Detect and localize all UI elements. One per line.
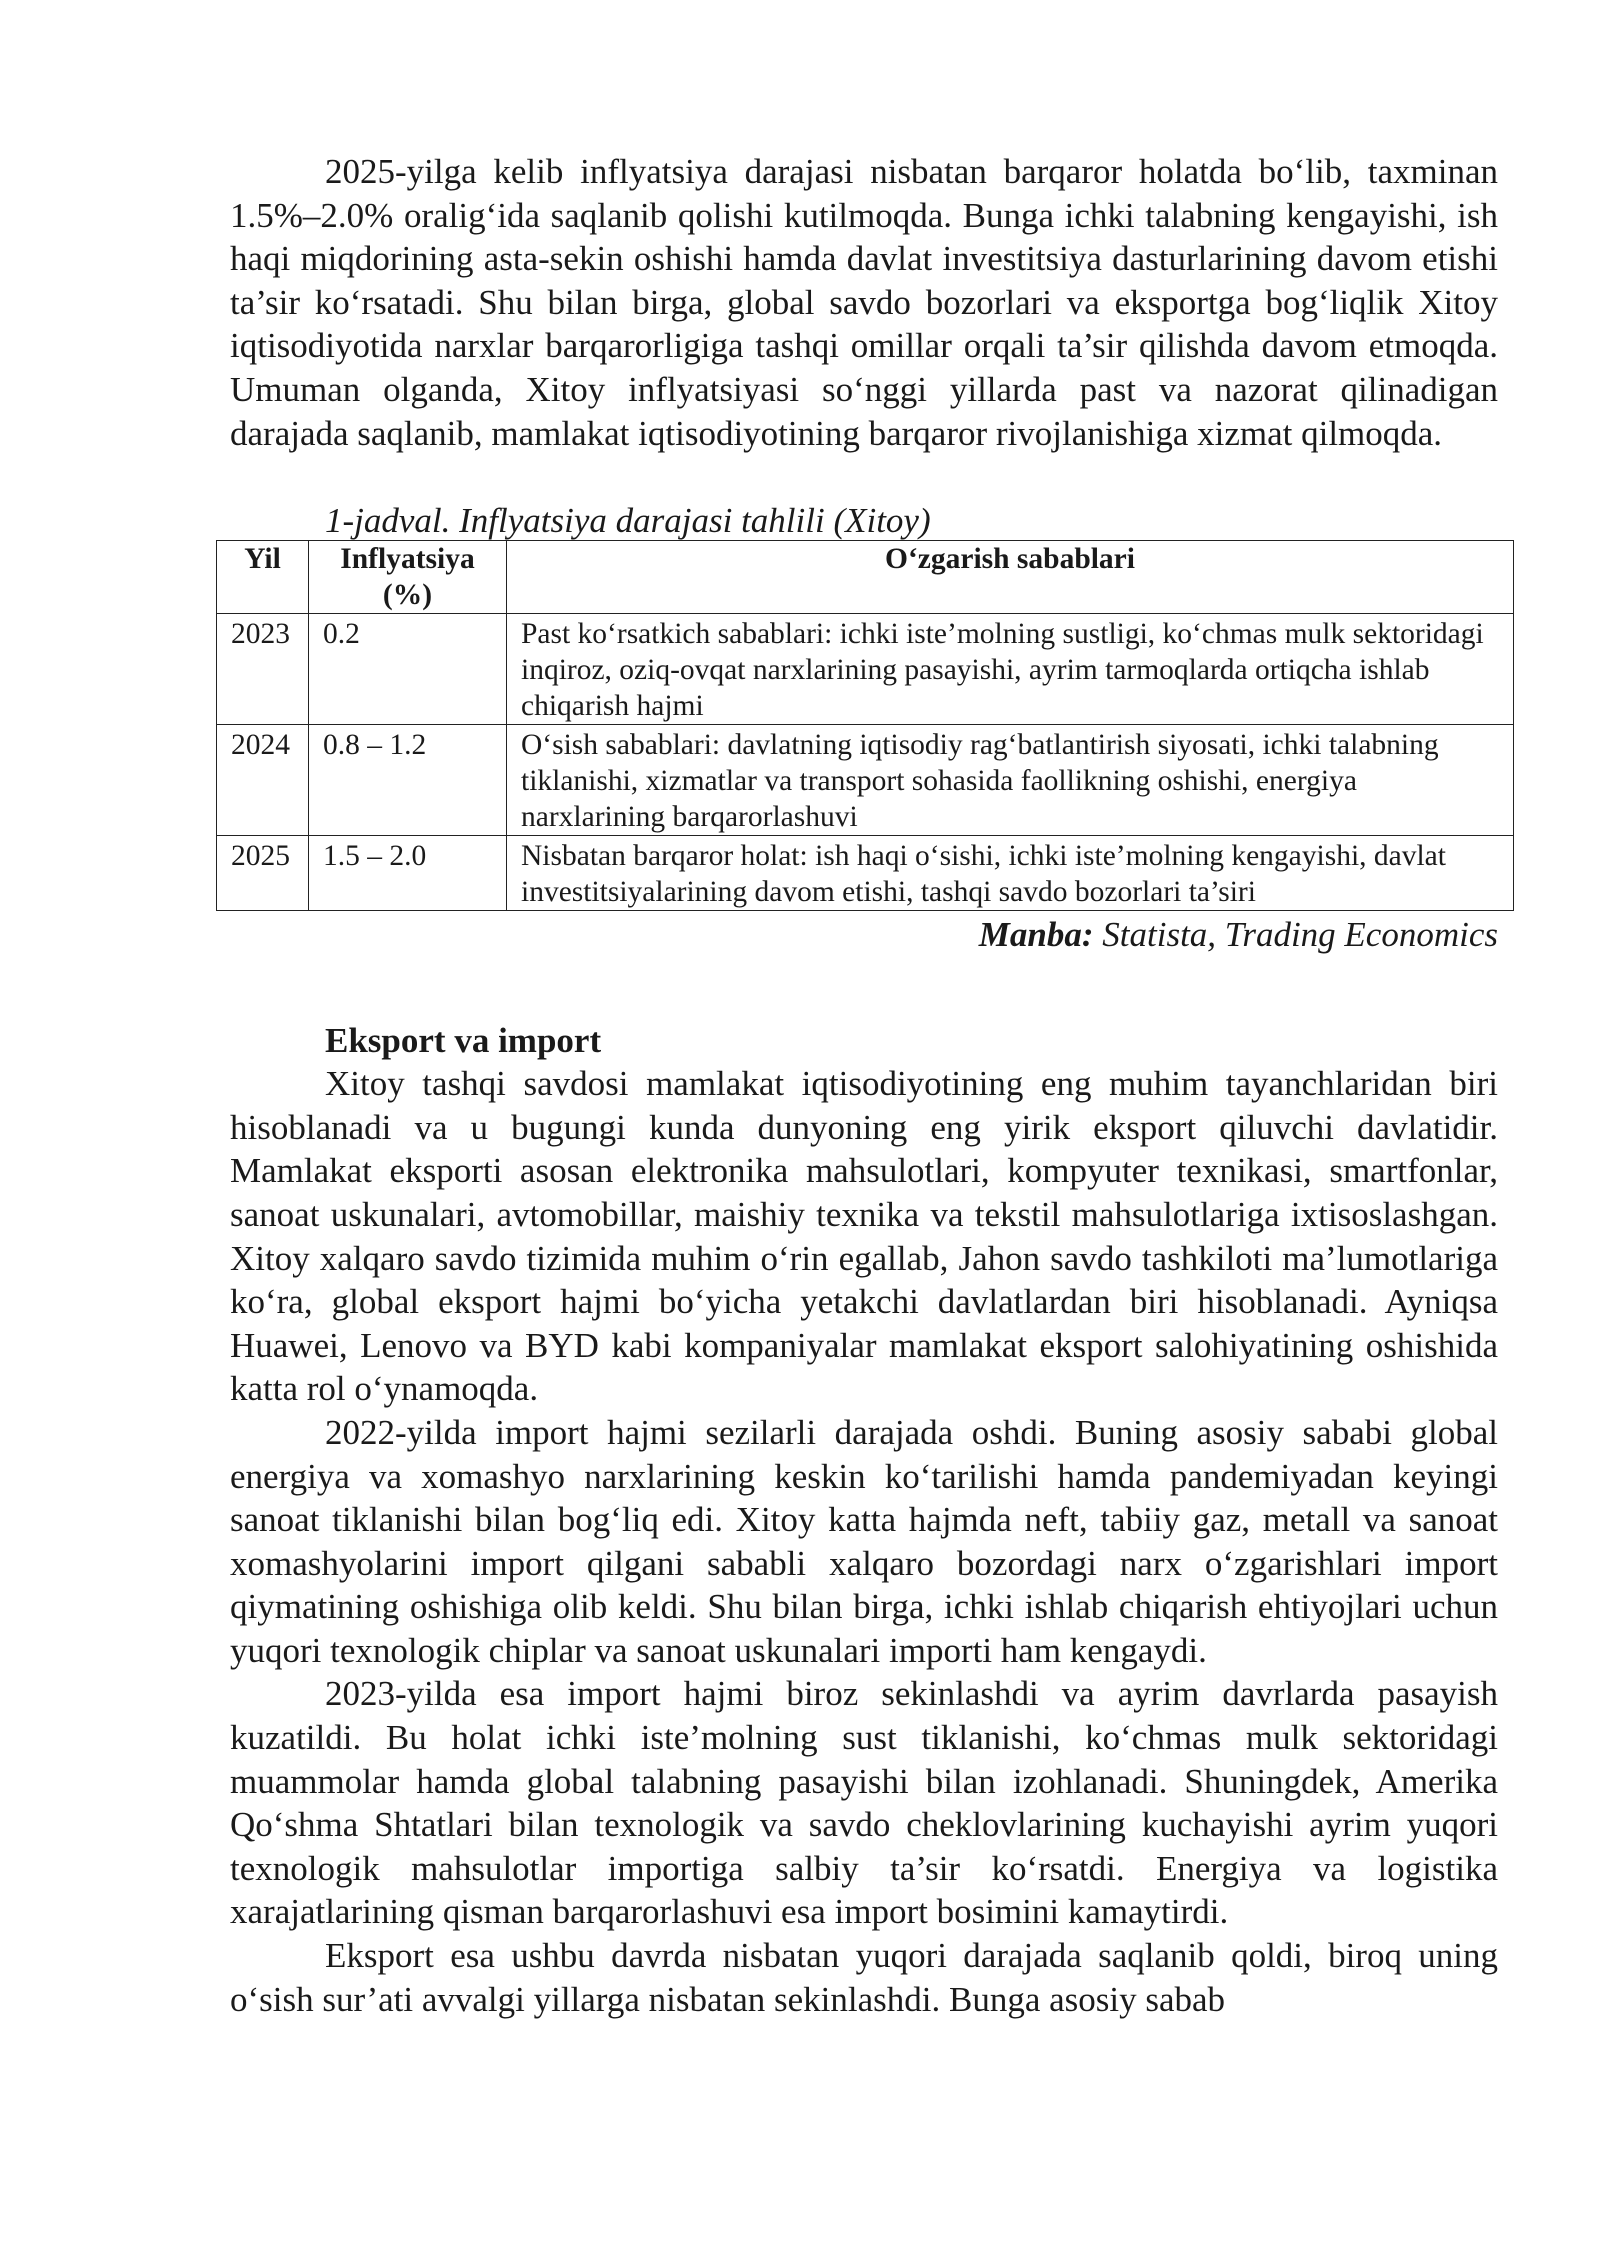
header-year: Yil — [217, 541, 309, 614]
table-row — [217, 614, 1514, 725]
cell-year: 2023 — [217, 614, 309, 725]
paragraph-exports-growth: Eksport esa ushbu davrda nisbatan yuqori darajada saqlanib qoldi, biroq uning o‘sish sur’ati avvalgi yillarga nisbatan sekinlashdi. Bunga asosiy sabab — [230, 1936, 1498, 2019]
table-source — [230, 911, 1498, 959]
cell-year: 2024 — [217, 725, 309, 836]
cell-reasons: O‘sish sabablari: davlatning iqtisodiy rag‘batlantirish siyosati, ichki talabning tiklanishi, xizmatlar va transport sohasida faollikning oshishi, energiya narxlarining barqarorlashuvi — [507, 725, 1514, 836]
paragraph-exports: Xitoy tashqi savdosi mamlakat iqtisodiyotining eng muhim tayanchlaridan biri hisoblanadi va u bugungi kunda dunyoning eng yirik eksport qiluvchi davlatidir. Mamlakat eksporti asosan elektronika mahsulotlari, kompyuter texnikasi, smartfonlar, sanoat uskunalari, avtomobillar, maishiy texnika va tekstil mahsulotlariga ixtisoslashgan. Xitoy xalqaro savdo tizimida muhim o‘rin egallab, Jahon savdo tashkiloti ma’lumotlariga ko‘ra, global eksport hajmi bo‘yicha yetakchi davlatlardan biri hisoblanadi. Ayniqsa Huawei, Lenovo va BYD kabi kompaniyalar mamlakat eksport salohiyatining oshishida katta rol o‘ynamoqda. — [230, 1064, 1498, 1409]
section-heading: Eksport va import — [325, 1021, 602, 1061]
inflation-table — [216, 540, 1514, 911]
table-row — [217, 836, 1514, 911]
table-caption: 1-jadval. Inflyatsiya darajasi tahlili (Xitoy) — [325, 501, 931, 541]
paragraph-inflation-2025: 2025-yilga kelib inflyatsiya darajasi nisbatan barqaror holatda bo‘lib, taxminan 1.5%–2.0% oralig‘ida saqlanib qolishi kutilmoqda. Bunga ichki talabning kengayishi, ish haqi miqdorining asta-sekin oshishi hamda davlat investitsiya dasturlarining davom etishi ta’sir ko‘rsatadi. Shu bilan birga, global savdo bozorlari va eksportga bog‘liqlik Xitoy iqtisodiyotida narxlar barqarorligiga tashqi omillar orqali ta’sir qilishda davom etmoqda. Umuman olganda, Xitoy inflyatsiyasi so‘nggi yillarda past va nazorat qilinadigan darajada saqlanib, mamlakat iqtisodiyotining barqaror rivojlanishiga xizmat qilmoqda. — [230, 152, 1498, 453]
cell-inflation: 1.5 – 2.0 — [309, 836, 507, 911]
source-text: Statista, Trading Economics — [1093, 915, 1498, 955]
document-page — [230, 150, 1498, 2021]
header-reasons: O‘zgarish sabablari — [507, 541, 1514, 614]
cell-inflation: 0.2 — [309, 614, 507, 725]
paragraph-imports-2022: 2022-yilda import hajmi sezilarli darajada oshdi. Buning asosiy sababi global energiya va xomashyo narxlarining keskin ko‘tarilishi hamda pandemiyadan keyingi sanoat tiklanishi bilan bog‘liq edi. Xitoy katta hajmda neft, tabiiy gaz, metall va sanoat xomashyolarini import qilgani sababli xalqaro bozordagi narx o‘zgarishlari import qiymatining oshishiga olib keldi. Shu bilan birga, ichki ishlab chiqarish ehtiyojlari uchun yuqori texnologik chiplar va sanoat uskunalari importi ham kengaydi. — [230, 1412, 1498, 1670]
paragraph-imports-2023: 2023-yilda esa import hajmi biroz sekinlashdi va ayrim davrlarda pasayish kuzatildi. Bu holat ichki iste’molning sust tiklanishi, ko‘chmas mulk sektoridagi muammolar hamda global talabning pasayishi bilan izohlanadi. Shuningdek, Amerika Qo‘shma Shtatlari bilan texnologik va savdo cheklovlarining kuchayishi ayrim yuqori texnologik mahsulotlar importiga salbiy ta’sir ko‘rsatdi. Energiya va logistika xarajatlarining qisman barqarorlashuvi esa import bosimini kamaytirdi. — [230, 1674, 1498, 1932]
cell-inflation: 0.8 – 1.2 — [309, 725, 507, 836]
table-row — [217, 725, 1514, 836]
cell-reasons: Past ko‘rsatkich sabablari: ichki iste’molning sustligi, ko‘chmas mulk sektoridagi inqiroz, oziq-ovqat narxlarining pasayishi, ayrim tarmoqlarda ortiqcha ishlab chiqarish hajmi — [507, 614, 1514, 725]
cell-year: 2025 — [217, 836, 309, 911]
header-inflation: Inflyatsiya (%) — [309, 541, 507, 614]
cell-reasons: Nisbatan barqaror holat: ish haqi o‘sishi, ichki iste’molning kengayishi, davlat investitsiyalarining davom etishi, tashqi savdo bozorlari ta’siri — [507, 836, 1514, 911]
table-header-row — [217, 541, 1514, 614]
source-label: Manba: — [978, 915, 1094, 955]
